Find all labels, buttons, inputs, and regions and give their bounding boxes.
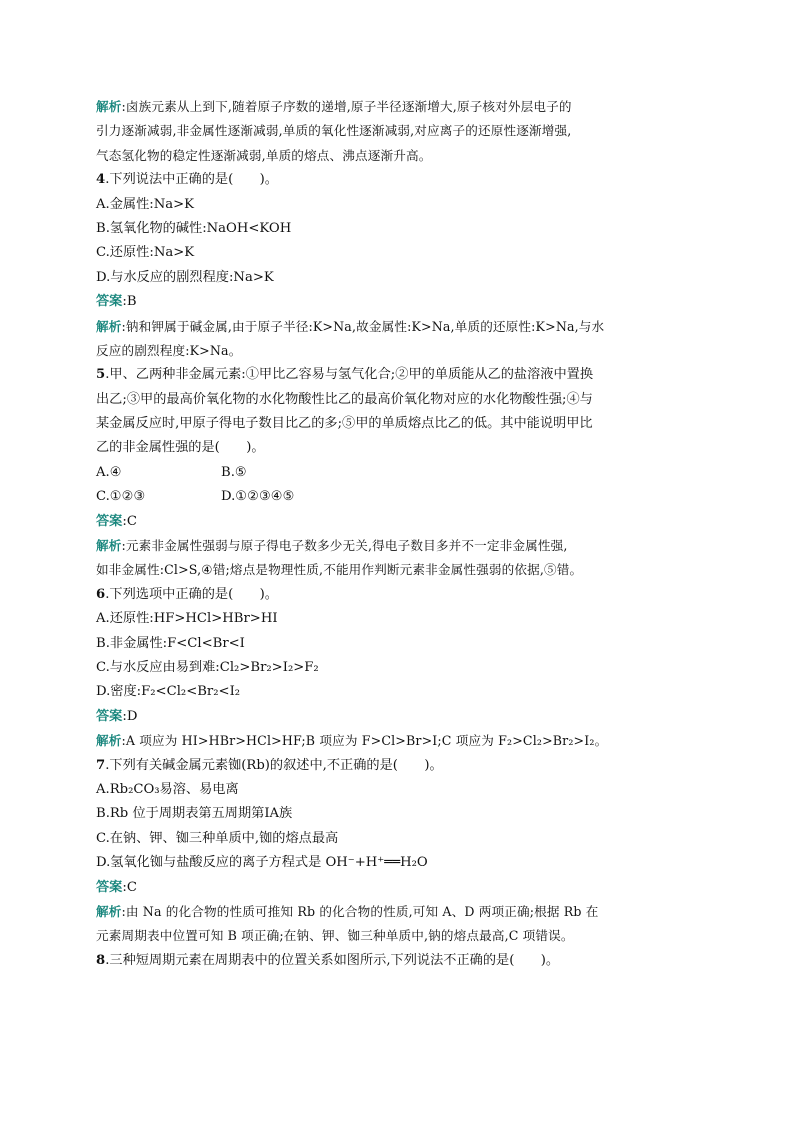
q7-analysis-line-2: 元素周期表中位置可知 B 项正确;在钠、钾、铷三种单质中,钠的熔点最高,C 项错误。 <box>96 928 574 944</box>
analysis-label: 解析 <box>96 903 122 919</box>
q5-option-a: A.④ <box>96 464 122 480</box>
q5-stem-line-4: 乙的非金属性强的是( )。 <box>96 440 265 456</box>
q8-stem: 8.三种短周期元素在周期表中的位置关系如图所示,下列说法不正确的是( )。 <box>96 952 560 968</box>
q6-option-d: D.密度:F₂<Cl₂<Br₂<I₂ <box>96 684 241 700</box>
q5-answer: 答案:C <box>96 513 137 529</box>
q7-analysis-line-1: 解析:由 Na 的化合物的性质可推知 Rb 的化合物的性质,可知 A、D 两项正确;根据 Rb 在 <box>96 903 599 919</box>
answer-label: 答案 <box>96 879 123 895</box>
q5-option-d: D.①②③④⑤ <box>221 489 295 505</box>
q4-stem: 4.下列说法中正确的是( )。 <box>96 172 278 188</box>
q6-analysis: 解析:A 项应为 HI>HBr>HCl>HF;B 项应为 F>Cl>Br>I;C 项应为 F₂>Cl₂>Br₂>I₂。 <box>96 733 608 749</box>
q5-stem-line-3: 某金属反应时,甲原子得电子数目比乙的多;⑤甲的单质熔点比乙的低。其中能说明甲比 <box>96 416 593 432</box>
q3-analysis-line-2: 引力逐渐减弱,非金属性逐渐减弱,单质的氧化性逐渐减弱,对应离子的还原性逐渐增强, <box>96 123 572 139</box>
q7-option-a: A.Rb₂CO₃易溶、易电离 <box>96 781 239 797</box>
q4-answer: 答案:B <box>96 294 137 310</box>
q6-stem: 6.下列选项中正确的是( )。 <box>96 586 278 602</box>
question-number: 6 <box>96 586 106 602</box>
q6-option-c: C.与水反应由易到难:Cl₂>Br₂>I₂>F₂ <box>96 659 319 675</box>
q5-option-b: B.⑤ <box>221 464 247 480</box>
q4-option-c: C.还原性:Na>K <box>96 245 195 261</box>
q5-analysis-line-1: 解析:元素非金属性强弱与原子得电子数多少无关,得电子数目多并不一定非金属性强, <box>96 538 568 554</box>
q6-option-a: A.还原性:HF>HCl>HBr>HI <box>96 611 278 627</box>
question-number: 7 <box>96 757 106 773</box>
q5-analysis-line-2: 如非金属性:Cl>S,④错;熔点是物理性质,不能用作判断元素非金属性强弱的依据,⑤错。 <box>96 562 583 578</box>
q6-option-b: B.非金属性:F<Cl<Br<I <box>96 635 245 651</box>
answer-label: 答案 <box>96 294 123 310</box>
question-number: 4 <box>96 172 106 188</box>
q5-options-row-2 <box>96 485 708 509</box>
q3-analysis-line-3: 气态氢化物的稳定性逐渐减弱,单质的熔点、沸点逐渐升高。 <box>96 147 432 163</box>
q5-stem-line-1: 5.甲、乙两种非金属元素:①甲比乙容易与氢气化合;②甲的单质能从乙的盐溶液中置换 <box>96 367 594 383</box>
document-page <box>96 95 708 973</box>
q4-option-a: A.金属性:Na>K <box>96 196 195 212</box>
q5-option-c: C.①②③ <box>96 489 146 505</box>
q7-option-b: B.Rb 位于周期表第五周期第ⅠA族 <box>96 806 293 822</box>
analysis-label: 解析 <box>96 99 122 114</box>
q7-stem: 7.下列有关碱金属元素铷(Rb)的叙述中,不正确的是( )。 <box>96 757 443 773</box>
analysis-label: 解析 <box>96 733 122 749</box>
q5-options-row-1 <box>96 461 708 485</box>
q5-stem-line-2: 出乙;③甲的最高价氧化物的水化物酸性比乙的最高价氧化物对应的水化物酸性强;④与 <box>96 391 593 407</box>
q4-option-d: D.与水反应的剧烈程度:Na>K <box>96 269 274 285</box>
q7-option-c: C.在钠、钾、铷三种单质中,铷的熔点最高 <box>96 830 339 846</box>
q4-analysis-line-1: 解析:钠和钾属于碱金属,由于原子半径:K>Na,故金属性:K>Na,单质的还原性:K>Na,与水 <box>96 318 605 334</box>
q6-answer: 答案:D <box>96 708 138 724</box>
analysis-label: 解析 <box>96 538 122 554</box>
q3-analysis-line-1: 解析:卤族元素从上到下,随着原子序数的递增,原子半径逐渐增大,原子核对外层电子的 <box>96 99 572 114</box>
question-number: 8 <box>96 952 106 968</box>
q7-option-d: D.氢氧化铷与盐酸反应的离子方程式是 OH⁻+H⁺══H₂O <box>96 855 428 871</box>
q4-option-b: B.氢氧化物的碱性:NaOH<KOH <box>96 220 292 236</box>
q7-answer: 答案:C <box>96 879 137 895</box>
analysis-label: 解析 <box>96 318 122 334</box>
q4-analysis-line-2: 反应的剧烈程度:K>Na。 <box>96 342 242 358</box>
question-number: 5 <box>96 367 106 383</box>
answer-label: 答案 <box>96 708 123 724</box>
answer-label: 答案 <box>96 513 123 529</box>
